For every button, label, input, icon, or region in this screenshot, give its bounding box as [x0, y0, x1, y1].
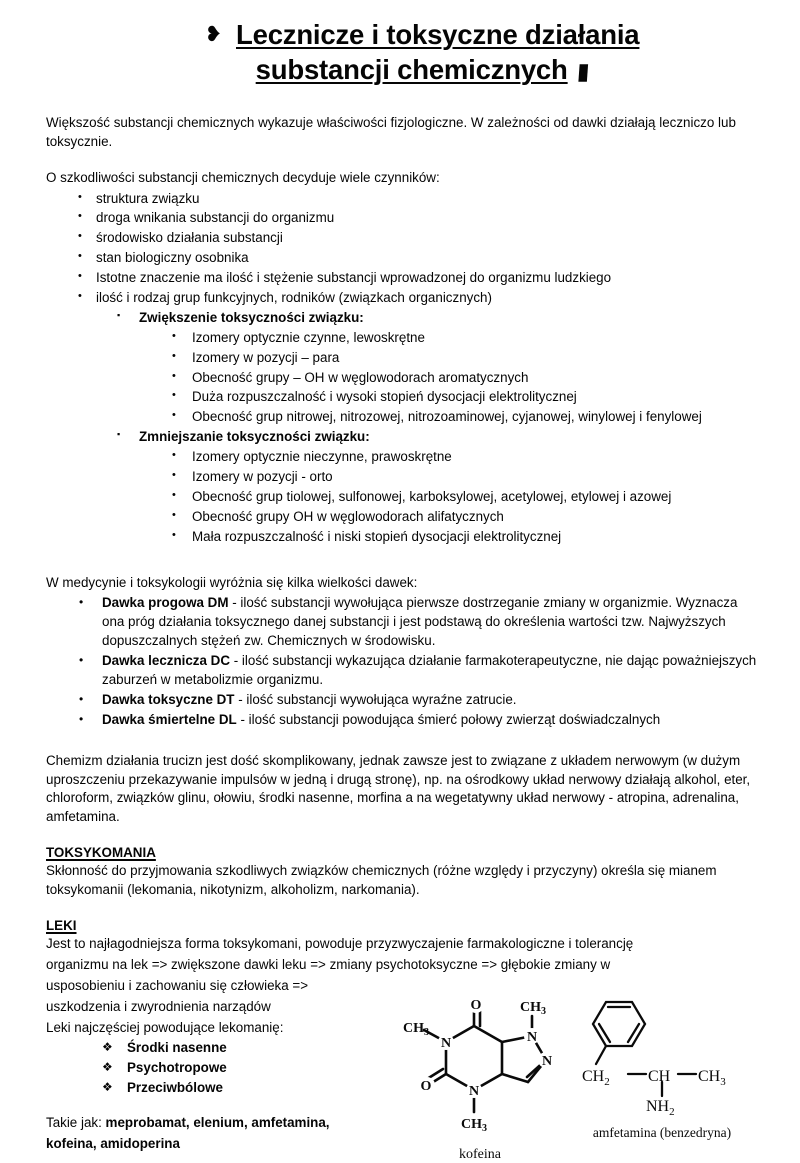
factors-list: [78, 190, 758, 308]
bullet-round-icon: •: [78, 230, 82, 243]
examples-prefix: Takie jak:: [46, 1115, 106, 1131]
leki-section: [46, 917, 758, 996]
page-content: [46, 18, 758, 1162]
chemical-structures: [400, 992, 758, 1163]
chemizm-paragraph: Chemizm działania trucizn jest dość skomplikowany, jednak zawsze jest to związane z układem nerwowym (w dużym uproszczeniu przekazywanie impulsów w jedną i drugą stronę), np. na ośrodkowy układ nerwowy działają alkohol, eter, chloroform, związków glinu, ołowiu, środki nasenne, morfina a na wegetatywny układ nerwowy - atropina, adrenalina, amfetamina.: [46, 752, 751, 825]
list-item: • Mała rozpuszczalność i niski stopień dysocjacji elektrolitycznej: [172, 528, 562, 544]
list-item: [79, 652, 758, 690]
bullet-round-icon: •: [78, 289, 82, 302]
list-item: [117, 309, 758, 328]
ch-label: CH: [648, 1067, 671, 1085]
list-item: • droga wnikania substancji do organizmu: [78, 210, 335, 226]
list-item: • Istotne znaczenie ma ilość i stężenie substancji wprowadzonej do organizmu ludzkiego: [78, 270, 612, 286]
svg-text:CH3: $CH_3$: [403, 1020, 429, 1038]
list-item: [117, 428, 758, 447]
bullet-round-icon: •: [172, 528, 176, 541]
bullet-round-icon: •: [172, 409, 176, 422]
leki-and-figures-row: [46, 997, 758, 1162]
bullet-round-icon: •: [172, 349, 176, 362]
bullet-diamond-icon: ❖: [102, 1040, 113, 1055]
bullet-round-icon: •: [79, 595, 84, 610]
leki-list-lead: Leki najczęściej powodujące lekomanię:: [46, 1019, 284, 1035]
leki-heading: LEKI: [46, 918, 77, 934]
dose-term: Dawka toksyczne DT: [102, 691, 235, 707]
dose-term: Dawka progowa DM: [102, 595, 229, 611]
decrease-toxicity-list: [172, 448, 758, 546]
kofeina-structure-icon: [400, 992, 560, 1142]
list-item: • struktura związku: [78, 190, 200, 206]
dose-definition: - ilość substancji wywołująca pierwsze dostrzeganie zmiany w organizmie. Wyznacza ona próg działania toksycznego danej substancji i jest podstawą do określenia wartości tzw. Najwyższych dopuszczalnych stężeń zw. Chemicznych w środowisku.: [102, 595, 738, 649]
list-item: ❖ Środki nasenne: [102, 1040, 227, 1056]
increase-toxicity-group: [117, 309, 758, 328]
list-item: • środowisko działania substancji: [78, 230, 283, 246]
increase-heading: Zwiększenie toksyczności związku:: [139, 309, 364, 325]
list-item: • ilość i rodzaj grup funkcyjnych, rodników (związkach organicznych): [78, 289, 492, 305]
title-text-line-2: substancji chemicznych: [255, 53, 568, 85]
dose-term: Dawka lecznicza DC: [102, 653, 231, 669]
dose-term: Dawka śmiertelne DL: [102, 711, 237, 727]
bullet-round-icon: •: [172, 449, 176, 462]
toksykomania-heading: TOKSYKOMANIA: [46, 845, 156, 861]
bullet-round-icon: •: [79, 711, 84, 726]
kofeina-caption: kofeina: [459, 1146, 501, 1162]
bullet-round-icon: •: [78, 210, 82, 223]
leki-paragraph-line-4: uszkodzenia i zwyrodnienia narządów: [46, 998, 271, 1014]
list-item: • Obecność grup tiolowej, sulfonowej, karboksylowej, acetylowej, etylowej i azowej: [172, 488, 672, 504]
dose-definition: - ilość substancji wywołująca wyraźne zatrucie.: [234, 691, 517, 707]
title-text-line-1: Lecznicze i toksyczne działania: [236, 19, 640, 50]
bullet-square-icon: ▪: [117, 429, 121, 440]
svg-text:N: N: [440, 1035, 452, 1051]
bullet-round-icon: •: [79, 691, 84, 706]
list-item: • Duża rozpuszczalność i wysoki stopień dysocjacji elektrolitycznej: [172, 389, 577, 405]
list-item: [79, 594, 758, 651]
leki-paragraph-line-3: usposobieniu i zachowaniu się człowieka =>: [46, 977, 309, 993]
list-item: ❖ Psychotropowe: [102, 1060, 227, 1076]
list-item: ❖ Przeciwbólowe: [102, 1080, 223, 1096]
decrease-toxicity-group: [117, 428, 758, 447]
bullet-round-icon: •: [78, 270, 82, 283]
doses-lead: W medycynie i toksykologii wyróżnia się kilka wielkości dawek:: [46, 574, 418, 590]
list-item: [79, 711, 758, 730]
bullet-round-icon: •: [172, 369, 176, 382]
title-line-1: [86, 18, 758, 53]
list-item: • Izomery w pozycji – para: [172, 349, 340, 365]
list-item: • Obecność grupy – OH w węglowodorach aromatycznych: [172, 369, 529, 385]
list-item: • Izomery optycznie czynne, lewoskrętne: [172, 329, 425, 345]
bullet-diamond-icon: ❖: [102, 1080, 113, 1095]
doses-list: [79, 594, 758, 729]
list-item: • Obecność grup nitrowej, nitrozowej, nitrozoaminowej, cyjanowej, winylowej i fenylowej: [172, 409, 702, 425]
dose-definition: - ilość substancji powodująca śmierć połowy zwierząt doświadczalnych: [236, 711, 661, 727]
list-item: • Izomery optycznie nieczynne, prawoskrętne: [172, 449, 452, 465]
leki-paragraph-line-2: organizmu na lek => zwiększone dawki leku => zmiany psychotoksyczne => głębokie zmiany w: [46, 956, 611, 972]
list-item: • Obecność grupy OH w węglowodorach alifatycznych: [172, 508, 504, 524]
leki-bottom-text: [46, 998, 406, 1156]
factors-lead: O szkodliwości substancji chemicznych decyduje wiele czynników:: [46, 169, 440, 185]
list-item: [79, 691, 758, 710]
ch3-label: $CH_3$: [698, 1067, 726, 1088]
toksykomania-paragraph: Skłonność do przyjmowania szkodliwych związków chemicznych (różne względy i przyczyny) określa się mianem toksykomanii (lekomania, nikotynizm, alkoholizm, narkomania).: [46, 863, 717, 898]
decrease-heading: Zmniejszanie toksyczności związku:: [139, 429, 370, 445]
bullet-round-icon: •: [78, 190, 82, 203]
toksykomania-section: [46, 844, 758, 900]
leki-paragraph-line-1: Jest to najłagodniejsza forma toksykomani, powoduje przyzwyczajenie farmakologiczne i tolerancję: [46, 936, 634, 952]
examples-line-1: meprobamat, elenium, amfetamina,: [105, 1115, 330, 1131]
wingding-heart-bullet-icon: ❥: [204, 22, 222, 46]
svg-text:O: O: [420, 1078, 432, 1094]
svg-text:O: O: [470, 997, 482, 1013]
nh2-label: $NH_2$: [646, 1097, 675, 1118]
bullet-round-icon: •: [78, 250, 82, 263]
svg-text:CH3: $CH_3$: [461, 1116, 487, 1134]
list-item: • Izomery w pozycji - orto: [172, 468, 333, 484]
page-title: [46, 18, 758, 88]
leki-list: [102, 1039, 406, 1098]
increase-toxicity-list: [172, 329, 758, 427]
leki-examples: [46, 1114, 406, 1133]
amfetamina-caption: amfetamina (benzedryna): [592, 1124, 732, 1140]
wingding-slanted-box-icon: ▮: [575, 57, 590, 84]
intro-paragraph: Większość substancji chemicznych wykazuje właściwości fizjologiczne. W zależności od dawki działają leczniczo lub toksycznie.: [46, 114, 736, 149]
bullet-round-icon: •: [172, 389, 176, 402]
bullet-diamond-icon: ❖: [102, 1060, 113, 1075]
bullet-round-icon: •: [172, 488, 176, 501]
svg-text:CH3: $CH_3$: [520, 999, 546, 1017]
bullet-round-icon: •: [79, 653, 84, 668]
bullet-round-icon: •: [172, 468, 176, 481]
svg-text:N: N: [468, 1083, 480, 1099]
amfetamina-structure-icon: [566, 992, 758, 1120]
svg-text:N: N: [526, 1029, 538, 1045]
bullet-round-icon: •: [172, 329, 176, 342]
title-line-2: [86, 53, 758, 88]
list-item: • stan biologiczny osobnika: [78, 250, 249, 266]
figure-kofeina: [400, 992, 560, 1163]
ch2-label: $CH_2$: [582, 1067, 610, 1088]
dose-definition: - ilość substancji wykazująca działanie farmakoterapeutyczne, nie dając poważniejszych zaburzeń w metabolizmie organizmu.: [102, 653, 757, 687]
bullet-square-icon: ▪: [117, 309, 121, 320]
bullet-round-icon: •: [172, 508, 176, 521]
svg-text:N: N: [541, 1053, 553, 1069]
figure-amfetamina: [566, 992, 758, 1163]
examples-line-2: kofeina, amidoperina: [46, 1136, 180, 1152]
